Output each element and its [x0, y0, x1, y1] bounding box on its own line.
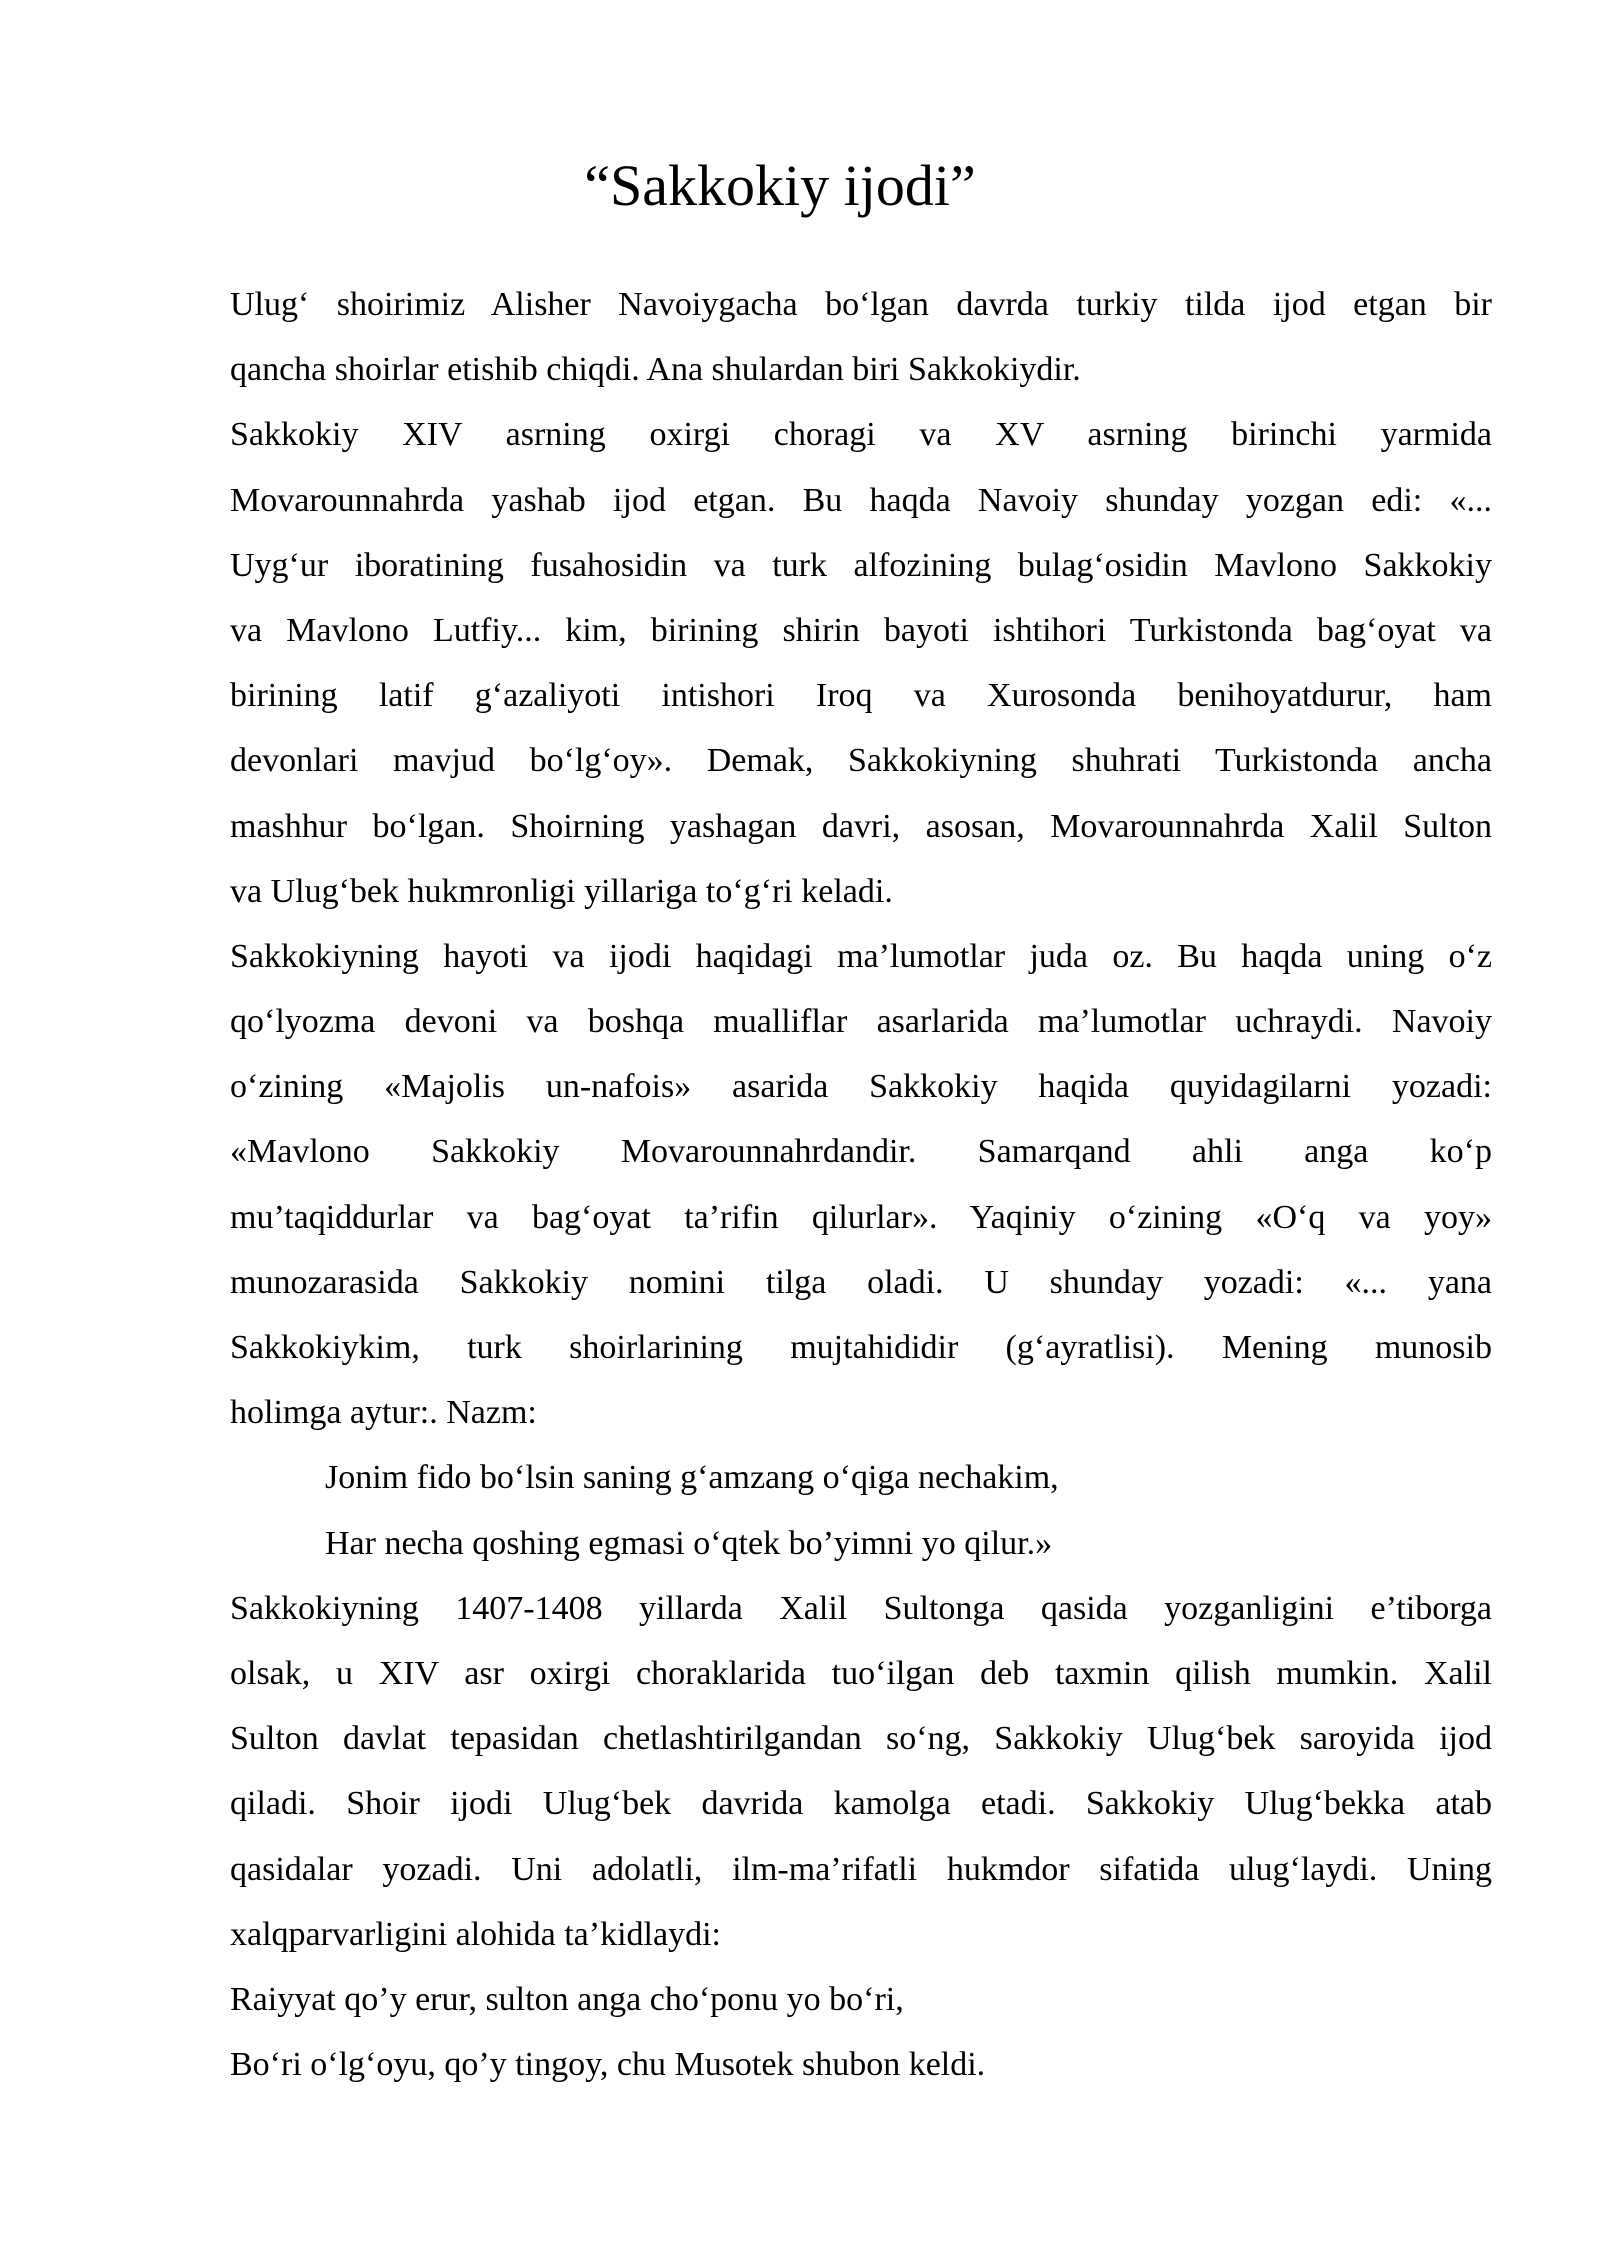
text-line: va Ulug‘bek hukmronligi yillariga to‘g‘ri keladi.: [230, 872, 893, 910]
text-line: Sakkokiykim, turk shoirlarining mujtahididir (g‘ayratlisi). Mening munosib: [230, 1329, 1492, 1366]
text-line: Movarounnahrda yashab ijod etgan. Bu haqda Navoiy shunday yozgan edi: «...: [230, 481, 1492, 519]
text-line: «Mavlono Sakkokiy Movarounnahrdandir. Samarqand ahli anga ko‘p: [230, 1133, 1492, 1171]
text-line: devonlari mavjud bo‘lg‘oy». Demak, Sakkokiyning shuhrati Turkistonda ancha: [230, 742, 1492, 780]
text-line: qo‘lyozma devoni va boshqa mualliflar asarlarida ma’lumotlar uchraydi. Navoiy: [230, 1003, 1492, 1041]
document-title: [0, 150, 1600, 222]
text-line: olsak, u XIV asr oxirgi choraklarida tuo‘ilgan deb taxmin qilish mumkin. Xalil: [230, 1654, 1492, 1692]
text-line: qiladi. Shoir ijodi Ulug‘bek davrida kamolga etadi. Sakkokiy Ulug‘bekka atab: [230, 1785, 1492, 1823]
text-line: Sakkokiyning 1407-1408 yillarda Xalil Sultonga qasida yozganligini e’tiborga: [230, 1589, 1492, 1627]
text-line: birining latif g‘azaliyoti intishori Iroq va Xurosonda benihoyatdurur, ham: [230, 677, 1492, 715]
text-line: Raiyyat qo’y erur, sulton anga cho‘ponu yo bo‘ri,: [230, 1980, 904, 2018]
text-line: Sulton davlat tepasidan chetlashtirilgandan so‘ng, Sakkokiy Ulug‘bek saroyida ijod: [230, 1720, 1492, 1758]
text-line: qasidalar yozadi. Uni adolatli, ilm-ma’rifatli hukmdor sifatida ulug‘laydi. Uning: [230, 1850, 1492, 1888]
text-line: Bo‘ri o‘lg‘oyu, qo’y tingoy, chu Musotek shubon keldi.: [230, 2046, 986, 2084]
verse-line: Har necha qoshing egmasi o‘qtek bo’yimni yo qilur.»: [325, 1524, 1053, 1562]
text-line: Sakkokiyning hayoti va ijodi haqidagi ma’lumotlar juda oz. Bu haqda uning o‘z: [230, 937, 1492, 975]
document-body: [230, 272, 1492, 2097]
text-line: mu’taqiddurlar va bag‘oyat ta’rifin qilurlar». Yaqiniy o‘zining «O‘q va yoy»: [230, 1198, 1492, 1236]
text-line: Sakkokiy XIV asrning oxirgi choragi va XV asrning birinchi yarmida: [230, 416, 1492, 454]
text-line: Uyg‘ur iboratining fusahosidin va turk alfozining bulag‘osidin Mavlono Sakkokiy: [230, 546, 1492, 584]
document-title-text: “Sakkokiy ijodi”: [584, 153, 976, 218]
text-line: holimga aytur:. Nazm:: [230, 1394, 537, 1432]
text-line: va Mavlono Lutfiy... kim, birining shirin bayoti ishtihori Turkistonda bag‘oyat va: [230, 611, 1492, 649]
text-line: Ulug‘ shoirimiz Alisher Navoiygacha bo‘lgan davrda turkiy tilda ijod etgan bir: [230, 286, 1492, 323]
text-line: qancha shoirlar etishib chiqdi. Ana shulardan biri Sakkokiydir.: [230, 351, 1081, 389]
text-line: munozarasida Sakkokiy nomini tilga oladi. U shunday yozadi: «... yana: [230, 1263, 1492, 1301]
text-line: mashhur bo‘lgan. Shoirning yashagan davri, asosan, Movarounnahrda Xalil Sulton: [230, 807, 1492, 845]
text-line: xalqparvarligini alohida ta’kidlaydi:: [230, 1915, 721, 1953]
text-line: o‘zining «Majolis un-nafois» asarida Sakkokiy haqida quyidagilarni yozadi:: [230, 1068, 1492, 1106]
verse-line: Jonim fido bo‘lsin saning g‘amzang o‘qiga nechakim,: [325, 1459, 1059, 1497]
